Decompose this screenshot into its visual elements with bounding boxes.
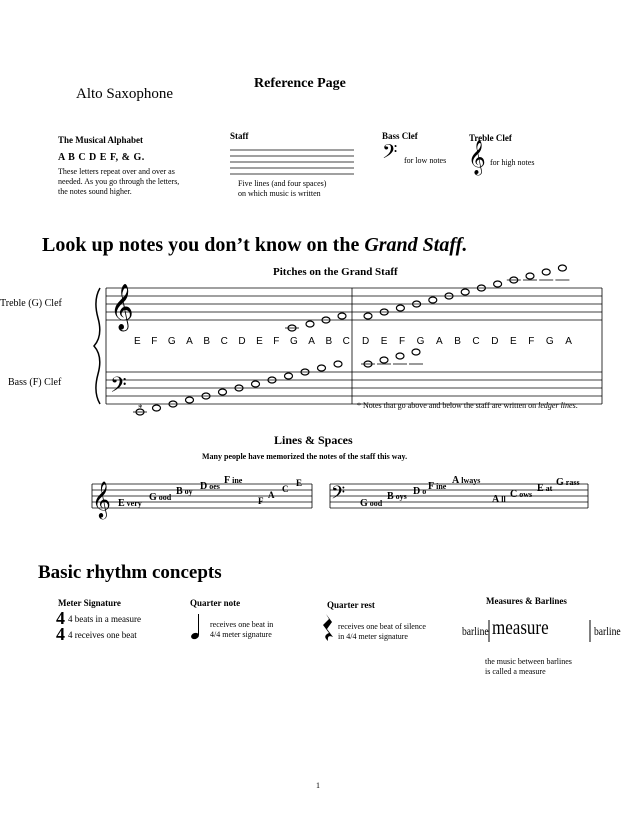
barline-right-label: barline: [594, 624, 621, 638]
pitch-letter: E: [134, 336, 141, 347]
pitch-letter: E: [256, 336, 263, 347]
staff-heading: Staff: [230, 131, 249, 141]
pitch-letter: A: [308, 336, 315, 347]
pitch-letter: F: [273, 336, 280, 347]
lines-spaces-subtitle: Many people have memorized the notes of the staff this way.: [202, 452, 408, 461]
mnemonic-word: G rass: [556, 477, 580, 488]
face-letter: C: [282, 484, 289, 494]
pitch-letter: A: [565, 336, 572, 347]
pitch-letter: C: [342, 336, 350, 347]
quarter-note-heading: Quarter note: [190, 598, 241, 608]
measures-heading: Measures & Barlines: [486, 596, 567, 606]
bass-clef-heading: Bass Clef: [382, 131, 418, 141]
pitch-letter: B: [454, 336, 461, 347]
face-letter: A: [268, 490, 275, 500]
mnemonic-word: D o: [413, 486, 427, 497]
page-title: Reference Page: [254, 76, 346, 91]
pitch-letter: A: [435, 336, 443, 347]
mnemonic-word: F ine: [224, 475, 243, 486]
quarter-rest-heading: Quarter rest: [327, 600, 375, 610]
face-letter: E: [296, 478, 303, 488]
pitch-letter: G: [416, 336, 425, 347]
ledger-asterisk: *: [138, 403, 143, 413]
pitch-letter: D: [238, 336, 246, 347]
pitch-letter: D: [491, 336, 499, 347]
mnemonic-word: G ood: [149, 492, 172, 503]
pitch-letter: A: [186, 336, 193, 347]
treble-clef-description: for high notes: [490, 158, 535, 167]
pitch-letter: G: [289, 336, 298, 347]
pitch-letter: G: [167, 336, 176, 347]
pitch-letter: C: [472, 336, 480, 347]
barline-left-label: barline: [462, 624, 489, 638]
pitch-letter: G: [545, 336, 554, 347]
meter-signature: 4 4: [56, 608, 65, 644]
page-number: 1: [316, 781, 320, 790]
bass-clef-icon: 𝄢: [110, 373, 127, 403]
treble-clef-icon: 𝄞: [468, 140, 486, 175]
mnemonic-word: D oes: [200, 481, 220, 492]
staff-description: Five lines (and four spaces) on which music is written: [238, 179, 327, 198]
ledger-footnote: * Notes that go above and below the staff are written on ledger lines.: [357, 401, 578, 410]
grand-staff-heading: Look up notes you don’t know on the Grand Staff.: [42, 234, 468, 256]
mnemonic-word: A lways: [452, 475, 481, 486]
bass-clef-icon: 𝄢: [382, 140, 398, 168]
instrument-name: Alto Saxophone: [76, 86, 174, 102]
pitch-letter: B: [203, 336, 211, 347]
quarter-rest-desc: receives one beat of silence in 4/4 meter signature: [338, 622, 426, 641]
treble-clef-heading: Treble Clef: [469, 133, 512, 143]
mnemonic-word: B oys: [387, 491, 407, 502]
alphabet-heading: The Musical Alphabet: [58, 135, 144, 145]
treble-clef-icon: 𝄞: [92, 480, 111, 518]
alphabet-letters: A B C D E F, & G.: [58, 152, 145, 163]
mnemonic-word: C ows: [510, 489, 533, 500]
mnemonic-word: E very: [118, 498, 142, 509]
mnemonic-word: E at: [537, 483, 553, 494]
measure-label: measure: [492, 617, 549, 639]
bass-clef-label: Bass (F) Clef: [8, 377, 62, 388]
pitch-letter: E: [380, 336, 388, 347]
mnemonic-word: B oy: [176, 486, 193, 497]
face-letter: F: [258, 496, 264, 506]
bass-clef-description: for low notes: [404, 156, 447, 165]
quarter-note-desc: receives one beat in 4/4 meter signature: [210, 620, 274, 639]
meter-heading: Meter Signature: [58, 598, 121, 608]
pitch-letter: F: [151, 336, 158, 347]
pitch-letter: D: [362, 336, 370, 347]
bass-clef-icon: 𝄢: [331, 483, 346, 508]
mnemonic-word: G ood: [360, 498, 383, 509]
mnemonic-word: F ine: [428, 481, 447, 492]
rhythm-heading: Basic rhythm concepts: [38, 562, 222, 583]
pitch-letter: F: [528, 336, 535, 347]
pitch-letter: E: [509, 336, 517, 347]
grand-staff-subtitle: Pitches on the Grand Staff: [273, 266, 398, 278]
pitch-letter: B: [325, 336, 333, 347]
meter-top-desc: 4 beats in a measure: [68, 614, 141, 624]
mnemonic-word: A ll: [492, 494, 506, 505]
pitch-letter: F: [399, 336, 406, 347]
meter-bottom-desc: 4 receives one beat: [68, 630, 137, 640]
treble-clef-icon: 𝄞: [110, 284, 134, 330]
lines-spaces-heading: Lines & Spaces: [274, 433, 353, 447]
pitch-letter: C: [220, 336, 228, 347]
treble-clef-label: Treble (G) Clef: [0, 298, 62, 309]
alphabet-description: These letters repeat over and over as needed. As you go through the letters, the notes sound higher.: [58, 167, 180, 196]
measures-desc: the music between barlines is called a measure: [485, 657, 572, 676]
